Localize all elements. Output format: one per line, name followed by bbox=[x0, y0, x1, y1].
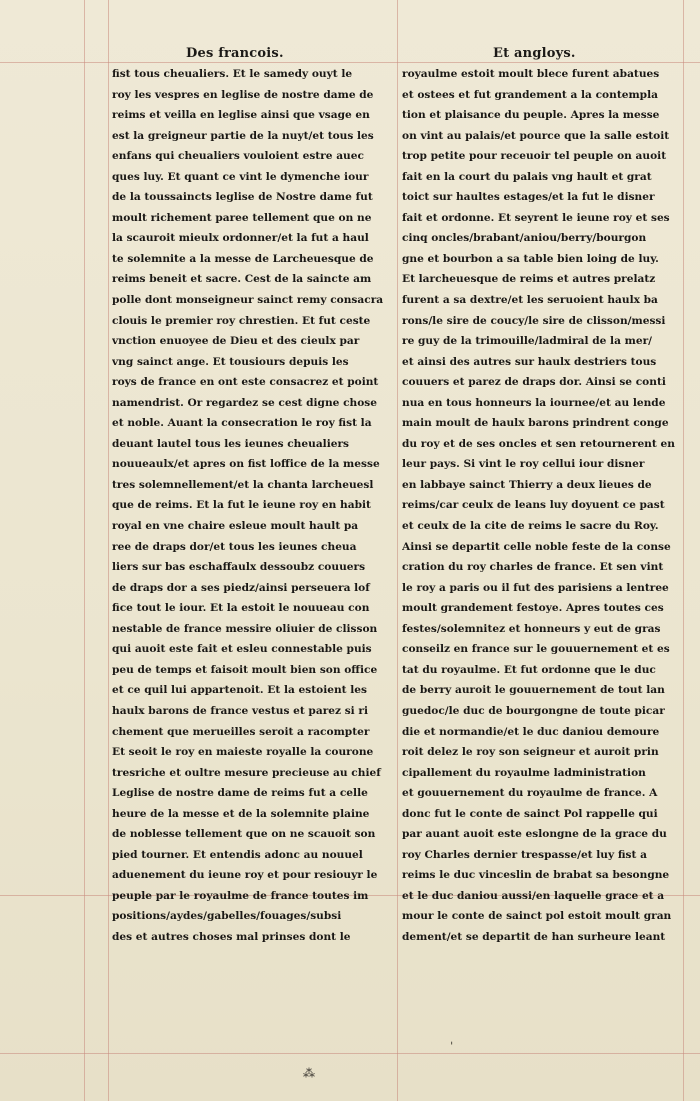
text-line: liers sur bas eschaffaulx dessoubz couuers bbox=[112, 561, 366, 574]
ruling-line bbox=[397, 0, 398, 1101]
text-line: die et normandie/et le duc daniou demoure bbox=[402, 725, 660, 738]
text-line: couuers et parez de draps dor. Ainsi se conti bbox=[402, 376, 666, 389]
text-line: royal en vne chaire esleue moult hault pa bbox=[112, 520, 359, 533]
text-line: ree de draps dor/et tous les ieunes cheua bbox=[112, 540, 357, 553]
text-line: tres solemnellement/et la chanta larcheuesl bbox=[112, 478, 374, 491]
text-line: par auant auoit este eslongne de la grace du bbox=[402, 828, 667, 841]
text-line: moult grandement festoye. Apres toutes ces bbox=[402, 602, 664, 615]
text-line: tat du royaulme. Et fut ordonne que le duc bbox=[402, 663, 656, 676]
text-line: dement/et se departit de han surheure leant bbox=[402, 930, 666, 943]
text-line: Et seoit le roy en maieste royalle la courone bbox=[112, 746, 374, 759]
ruling-line bbox=[84, 0, 85, 1101]
text-column-left bbox=[112, 64, 390, 948]
running-head-right: Et angloys. bbox=[493, 46, 576, 61]
text-line: et ostees et fut grandement a la contempla bbox=[402, 88, 658, 101]
text-line: cipallement du royaulme ladministration bbox=[402, 766, 646, 779]
text-line: roy les vespres en leglise de nostre dame de bbox=[112, 88, 374, 101]
text-line: le roy a paris ou il fut des parisiens a lentree bbox=[402, 581, 669, 594]
ink-mark: ˈ bbox=[450, 1040, 454, 1054]
text-line: mour le conte de sainct pol estoit moult gran bbox=[402, 910, 672, 923]
text-line: on vint au palais/et pource que la salle estoit bbox=[402, 129, 670, 142]
text-line: fait en la court du palais vng hault et grat bbox=[402, 170, 652, 183]
running-head-left: Des francois. bbox=[186, 46, 284, 61]
text-line: et ce quil lui appartenoit. Et la estoient les bbox=[112, 684, 367, 697]
text-line: fait et ordonne. Et seyrent le ieune roy et ses bbox=[402, 211, 670, 224]
text-line: cration du roy charles de france. Et sen vint bbox=[402, 561, 664, 574]
text-line: moult richement paree tellement que on ne bbox=[112, 211, 372, 224]
text-line: et noble. Auant la consecration le roy fist la bbox=[112, 417, 372, 430]
text-line: deuant lautel tous les ieunes cheualiers bbox=[112, 437, 350, 450]
text-line: vnction enuoyee de Dieu et des cieulx par bbox=[112, 335, 360, 348]
text-line: fist tous cheualiers. Et le samedy ouyt le bbox=[112, 68, 353, 80]
text-line: de draps dor a ses piedz/ainsi perseuera lof bbox=[112, 581, 370, 594]
text-line: trop petite pour receuoir tel peuple on auoit bbox=[402, 150, 667, 163]
text-line: reims beneit et sacre. Cest de la saincte am bbox=[112, 273, 372, 286]
text-line: tresriche et oultre mesure precieuse au chief bbox=[112, 766, 381, 779]
text-line: la scauroit mieulx ordonner/et la fut a haul bbox=[112, 232, 369, 245]
text-line: tion et plaisance du peuple. Apres la messe bbox=[402, 109, 660, 122]
ruling-line bbox=[683, 0, 684, 1101]
text-line: de noblesse tellement que on ne scauoit son bbox=[112, 828, 376, 841]
text-line: roit delez le roy son seigneur et auroit prin bbox=[402, 746, 659, 759]
text-line: aduenement du ieune roy et pour resiouyr le bbox=[112, 869, 378, 882]
text-line: donc fut le conte de sainct Pol rappelle qui bbox=[402, 807, 658, 820]
text-line: te solemnite a la messe de Larcheuesque de bbox=[112, 252, 374, 265]
text-line: pied tourner. Et entendis adonc au nouuel bbox=[112, 848, 363, 861]
ruling-line bbox=[0, 62, 700, 63]
text-line: polle dont monseigneur sainct remy consacra bbox=[112, 294, 384, 307]
text-line: que de reims. Et la fut le ieune roy en habit bbox=[112, 499, 371, 512]
ruling-line bbox=[108, 0, 109, 1101]
text-line: du roy et de ses oncles et sen retournerent en bbox=[402, 437, 675, 450]
text-line: de berry auroit le gouuernement de tout lan bbox=[402, 684, 665, 697]
text-line: clouis le premier roy chrestien. Et fut ceste bbox=[112, 314, 371, 327]
text-line: des et autres choses mal prinses dont le bbox=[112, 930, 351, 943]
text-line: de la toussaincts leglise de Nostre dame fut bbox=[112, 191, 373, 204]
text-line: et ceulx de la cite de reims le sacre du Roy. bbox=[402, 520, 659, 533]
text-line: et gouuernement du royaulme de france. A bbox=[402, 787, 658, 800]
text-line: et ainsi des autres sur haulx destriers tous bbox=[402, 355, 657, 368]
text-line: reims et veilla en leglise ainsi que vsage en bbox=[112, 109, 370, 122]
text-line: roys de france en ont este consacrez et point bbox=[112, 376, 379, 389]
text-line: gne et bourbon a sa table bien loing de luy. bbox=[402, 252, 659, 265]
text-line: positions/aydes/gabelles/fouages/subsi bbox=[112, 910, 342, 923]
text-line: peuple par le royaulme de france toutes im bbox=[112, 889, 369, 902]
text-line: nouueaulx/et apres on fist loffice de la messe bbox=[112, 458, 380, 471]
text-line: ques luy. Et quant ce vint le dymenche iour bbox=[112, 170, 369, 183]
text-line: vng sainct ange. Et tousiours depuis les bbox=[112, 355, 349, 368]
text-line: festes/solemnitez et honneurs y eut de gras bbox=[402, 622, 661, 635]
text-line: conseilz en france sur le gouuernement et es bbox=[402, 643, 670, 656]
text-line: Et larcheuesque de reims et autres prelatz bbox=[402, 273, 656, 286]
text-line: Ainsi se departit celle noble feste de la conse bbox=[402, 540, 671, 553]
text-line: guedoc/le duc de bourgongne de toute picar bbox=[402, 704, 665, 717]
smudge-mark: ⁂ bbox=[303, 1066, 315, 1080]
text-column-right bbox=[402, 64, 680, 948]
text-line: leur pays. Si vint le roy cellui iour disner bbox=[402, 458, 645, 471]
text-line: nestable de france messire oliuier de clisson bbox=[112, 622, 378, 635]
ruling-line bbox=[0, 1053, 700, 1054]
text-line: Leglise de nostre dame de reims fut a celle bbox=[112, 787, 368, 800]
text-line: toict sur haultes estages/et la fut le disner bbox=[402, 191, 655, 204]
text-line: qui auoit este fait et esleu connestable puis bbox=[112, 643, 372, 656]
text-line: roy Charles dernier trespasse/et luy fist a bbox=[402, 848, 647, 861]
text-line: furent a sa dextre/et les seruoient haulx ba bbox=[402, 294, 658, 307]
text-line: en labbaye sainct Thierry a deux lieues de bbox=[402, 478, 652, 491]
text-line: nua en tous honneurs la iournee/et au lende bbox=[402, 396, 666, 409]
text-line: re guy de la trimouille/ladmiral de la mer/ bbox=[402, 335, 653, 348]
text-line: royaulme estoit moult blece furent abatues bbox=[402, 68, 660, 80]
text-line: haulx barons de france vestus et parez si ri bbox=[112, 704, 368, 717]
text-line: reims le duc vinceslin de brabat sa besongne bbox=[402, 869, 670, 882]
text-line: chement que merueilles seroit a racompter bbox=[112, 725, 370, 738]
text-line: peu de temps et faisoit moult bien son office bbox=[112, 663, 378, 676]
text-line: est la greigneur partie de la nuyt/et tous les bbox=[112, 129, 374, 142]
text-line: fice tout le iour. Et la estoit le nouueau con bbox=[112, 602, 370, 615]
text-line: rons/le sire de coucy/le sire de clisson/messi bbox=[402, 314, 666, 327]
text-line: main moult de haulx barons prindrent conge bbox=[402, 417, 669, 430]
text-line: enfans qui cheualiers vouloient estre auec bbox=[112, 150, 364, 163]
text-line: heure de la messe et de la solemnite plaine bbox=[112, 807, 370, 820]
text-line: et le duc daniou aussi/en laquelle grace et a bbox=[402, 889, 665, 902]
text-line: cinq oncles/brabant/aniou/berry/bourgon bbox=[402, 232, 647, 245]
text-line: namendrist. Or regardez se cest digne chose bbox=[112, 396, 378, 409]
text-line: reims/car ceulx de leans luy doyuent ce past bbox=[402, 499, 665, 512]
